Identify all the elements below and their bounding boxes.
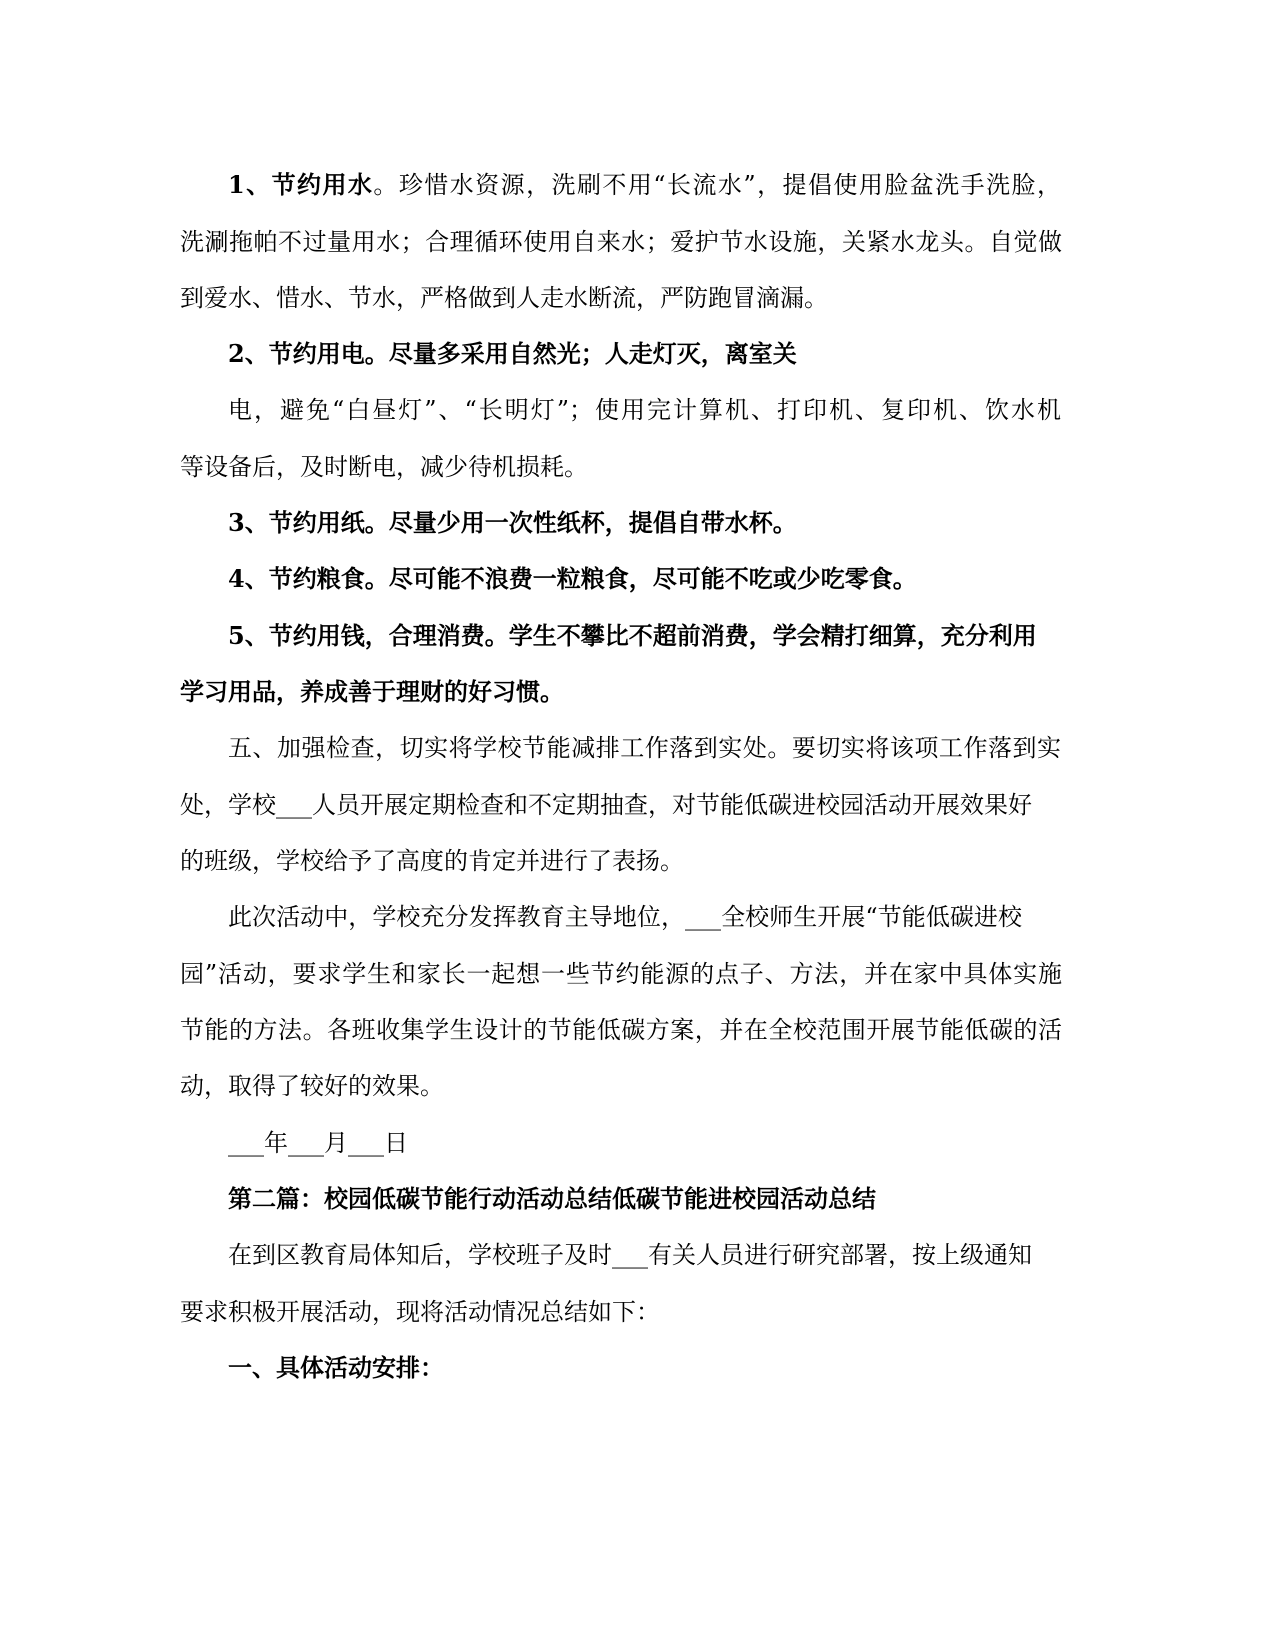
- paragraph-8-line-1: 在到区教育局体知后，学校班子及时___有关人员进行研究部署，按上级通知: [228, 1241, 1032, 1269]
- paragraph-2-line-2: 电，避免“白昼灯”、“长明灯”；使用完计算机、打印机、复印机、饮水机: [228, 396, 1061, 424]
- paragraph-1-line-1-rest: 。珍惜水资源，洗刷不用“长流水”，提倡使用脸盆洗手洗脸，: [373, 171, 1061, 199]
- section-heading-2: 第二篇：校园低碳节能行动活动总结低碳节能进校园活动总结: [228, 1184, 876, 1213]
- paragraph-7-line-1: 此次活动中，学校充分发挥教育主导地位，___全校师生开展“节能低碳进校: [228, 903, 1022, 931]
- paragraph-7-line-4: 动，取得了较好的效果。: [180, 1072, 444, 1100]
- paragraph-2-line-3: 等设备后，及时断电，减少待机损耗。: [180, 453, 588, 481]
- paragraph-8-line-2: 要求积极开展活动，现将活动情况总结如下：: [180, 1298, 660, 1326]
- paragraph-5-line-2: 学习用品，养成善于理财的好习惯。: [180, 677, 564, 706]
- paragraph-1-line-1: [228, 169, 1061, 201]
- paragraph-7-line-2: 园”活动，要求学生和家长一起想一些节约能源的点子、方法，并在家中具体实施: [180, 960, 1062, 988]
- paragraph-1-line-2: 洗涮拖帕不过量用水；合理循环使用自来水；爱护节水设施，关紧水龙头。自觉做: [180, 228, 1062, 256]
- paragraph-7-line-3: 节能的方法。各班收集学生设计的节能低碳方案，并在全校范围开展节能低碳的活: [180, 1016, 1062, 1044]
- paragraph-6-line-2: 处，学校___人员开展定期检查和不定期抽查，对节能低碳进校园活动开展效果好: [180, 791, 1032, 819]
- date-line: ___年___月___日: [228, 1129, 408, 1157]
- section-1-heading: 一、具体活动安排：: [228, 1353, 444, 1382]
- paragraph-1-line-3: 到爱水、惜水、节水，严格做到人走水断流，严防跑冒滴漏。: [180, 284, 828, 312]
- paragraph-6-line-1: 五、加强检查，切实将学校节能减排工作落到实处。要切实将该项工作落到实: [228, 734, 1061, 762]
- paragraph-2-line-1: 2、节约用电。尽量多采用自然光；人走灯灭，离室关: [228, 339, 797, 368]
- paragraph-5-line-1: 5、节约用钱，合理消费。学生不攀比不超前消费，学会精打细算，充分利用: [228, 621, 1037, 650]
- paragraph-6-line-3: 的班级，学校给予了高度的肯定并进行了表扬。: [180, 847, 684, 875]
- paragraph-3: 3、节约用纸。尽量少用一次性纸杯，提倡自带水杯。: [228, 508, 797, 537]
- paragraph-4: 4、节约粮食。尽可能不浪费一粒粮食，尽可能不吃或少吃零食。: [228, 564, 917, 593]
- paragraph-1-lead: 1、节约用水: [228, 170, 374, 199]
